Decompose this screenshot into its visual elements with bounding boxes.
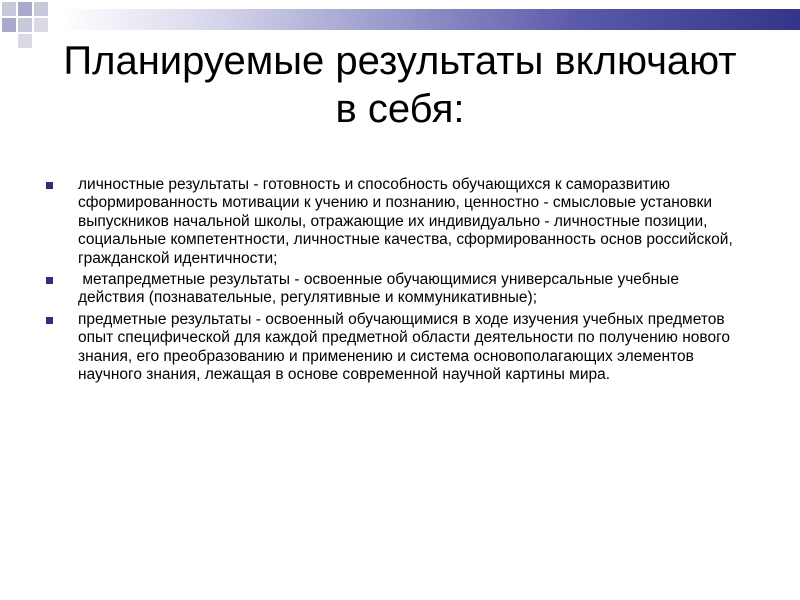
decor-square xyxy=(18,18,32,32)
list-item xyxy=(42,176,742,268)
decor-square xyxy=(18,2,32,16)
list-item xyxy=(42,311,742,385)
square-bullet-icon xyxy=(46,277,53,284)
bullet-list xyxy=(42,176,742,387)
list-item-text: личностные результаты - готовность и способность обучающихся к саморазвитию сформированность мотивации к учению и познанию, ценностно - смысловые установки выпускников начальной школы, отражающие их индивидуально - личностные позиции, социальные компетентности, личностные качества, сформированность основ российской, гражданской идентичности; xyxy=(78,176,733,267)
square-bullet-icon xyxy=(46,182,53,189)
slide-title: Планируемые результаты включают в себя: xyxy=(63,39,737,131)
list-item-text: метапредметные результаты - освоенные обучающимися универсальные учебные действия (познавательные, регулятивные и коммуникативные); xyxy=(78,271,684,307)
decor-square xyxy=(34,2,48,16)
list-item-text: предметные результаты - освоенный обучающимися в ходе изучения учебных предметов опыт специфической для каждой предметной области деятельности по получению нового знания, его преобразованию и применению и система основополагающих элементов научного знания, лежащая в основе современной научной картины мира. xyxy=(78,310,731,384)
square-bullet-icon xyxy=(46,317,53,324)
decor-square xyxy=(2,18,16,32)
decor-square xyxy=(18,34,32,48)
header-gradient-bar xyxy=(60,9,800,30)
decor-square xyxy=(2,2,16,16)
list-item xyxy=(42,271,742,308)
decor-square xyxy=(34,18,48,32)
